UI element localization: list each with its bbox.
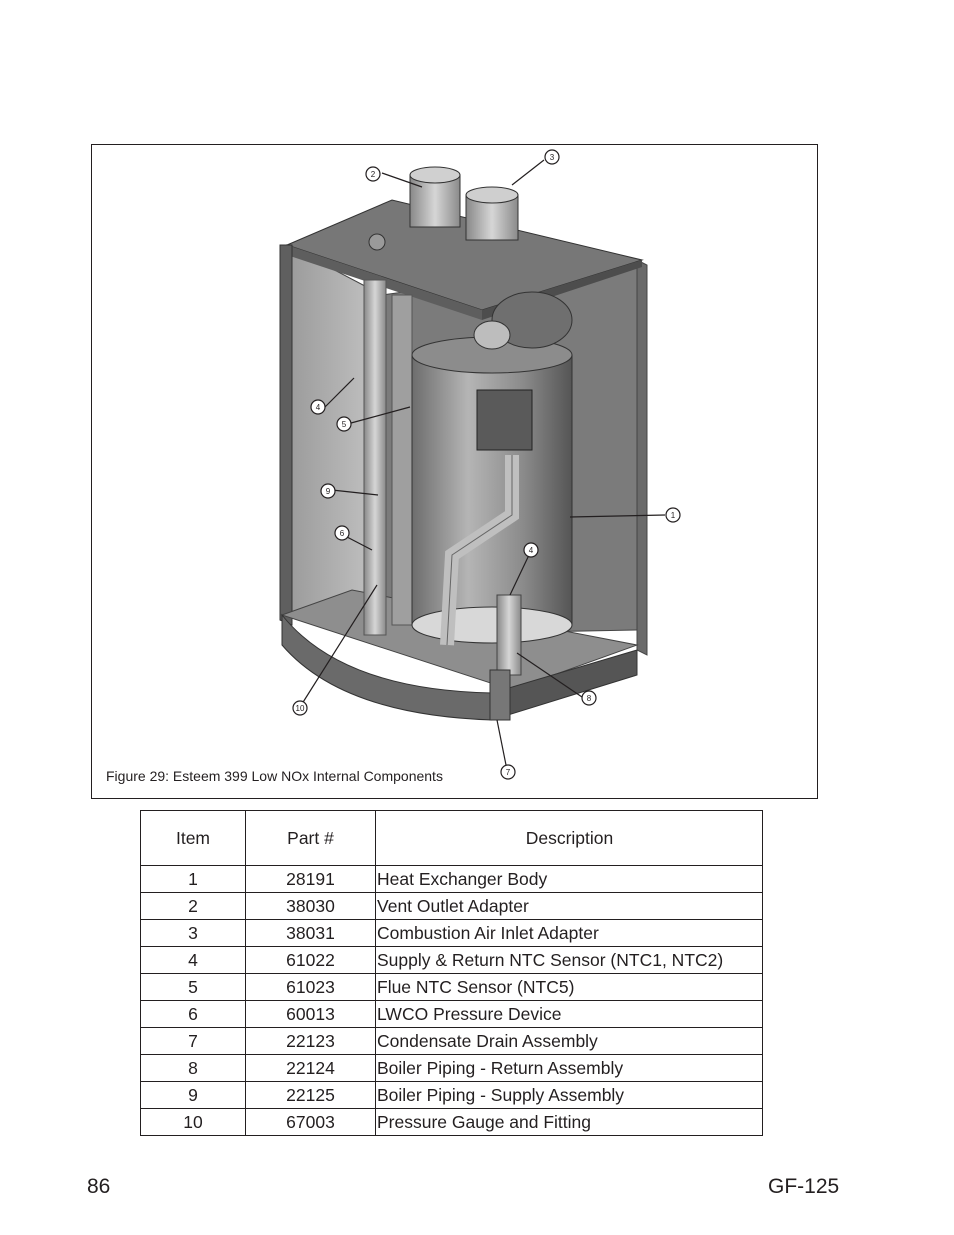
item-cell: 10: [141, 1109, 246, 1136]
item-cell: 7: [141, 1028, 246, 1055]
part-cell: 61022: [246, 947, 376, 974]
item-cell: 9: [141, 1082, 246, 1109]
table-row: [141, 1082, 763, 1109]
condensate-drain: [490, 670, 510, 720]
description-cell: Flue NTC Sensor (NTC5): [376, 974, 763, 1001]
description-cell: Heat Exchanger Body: [376, 866, 763, 893]
callout-3: 3: [549, 153, 555, 162]
item-cell: 1: [141, 866, 246, 893]
callout-7: 7: [505, 768, 511, 777]
header-item: Item: [141, 811, 246, 866]
figure-caption: Figure 29: Esteem 399 Low NOx Internal Components: [106, 768, 443, 784]
table-row: [141, 947, 763, 974]
callout-6: 6: [339, 529, 345, 538]
boiler-illustration: [92, 145, 817, 798]
table-row: [141, 893, 763, 920]
supply-pipe: [364, 280, 386, 635]
callout-1: 1: [670, 511, 676, 520]
header-part: Part #: [246, 811, 376, 866]
part-cell: 22124: [246, 1055, 376, 1082]
callout-10: 10: [295, 704, 305, 713]
description-cell: Supply & Return NTC Sensor (NTC1, NTC2): [376, 947, 763, 974]
callout-2: 2: [370, 170, 376, 179]
callout-4-lower: 4: [528, 546, 534, 555]
callout-5: 5: [341, 420, 347, 429]
table-row: [141, 866, 763, 893]
item-cell: 2: [141, 893, 246, 920]
item-cell: 4: [141, 947, 246, 974]
description-cell: Boiler Piping - Supply Assembly: [376, 1082, 763, 1109]
part-cell: 61023: [246, 974, 376, 1001]
part-cell: 22125: [246, 1082, 376, 1109]
figure-frame: [91, 144, 818, 799]
table-row: [141, 1055, 763, 1082]
callout-8: 8: [586, 694, 592, 703]
callout-9: 9: [325, 487, 331, 496]
item-cell: 8: [141, 1055, 246, 1082]
item-cell: 3: [141, 920, 246, 947]
part-cell: 38031: [246, 920, 376, 947]
description-cell: Pressure Gauge and Fitting: [376, 1109, 763, 1136]
table-header-row: [141, 811, 763, 866]
description-cell: LWCO Pressure Device: [376, 1001, 763, 1028]
item-cell: 5: [141, 974, 246, 1001]
table-row: [141, 974, 763, 1001]
part-cell: 28191: [246, 866, 376, 893]
part-cell: 22123: [246, 1028, 376, 1055]
part-cell: 60013: [246, 1001, 376, 1028]
parts-table: [140, 810, 763, 1136]
part-cell: 67003: [246, 1109, 376, 1136]
item-cell: 6: [141, 1001, 246, 1028]
table-row: [141, 1001, 763, 1028]
description-cell: Condensate Drain Assembly: [376, 1028, 763, 1055]
description-cell: Vent Outlet Adapter: [376, 893, 763, 920]
header-description: Description: [376, 811, 763, 866]
table-row: [141, 920, 763, 947]
description-cell: Boiler Piping - Return Assembly: [376, 1055, 763, 1082]
heat-exchanger: [412, 292, 572, 643]
description-cell: Combustion Air Inlet Adapter: [376, 920, 763, 947]
table-row: [141, 1109, 763, 1136]
callout-4-upper: 4: [315, 403, 321, 412]
part-cell: 38030: [246, 893, 376, 920]
document-code: GF-125: [768, 1175, 840, 1198]
page-number: 86: [87, 1175, 111, 1198]
table-row: [141, 1028, 763, 1055]
